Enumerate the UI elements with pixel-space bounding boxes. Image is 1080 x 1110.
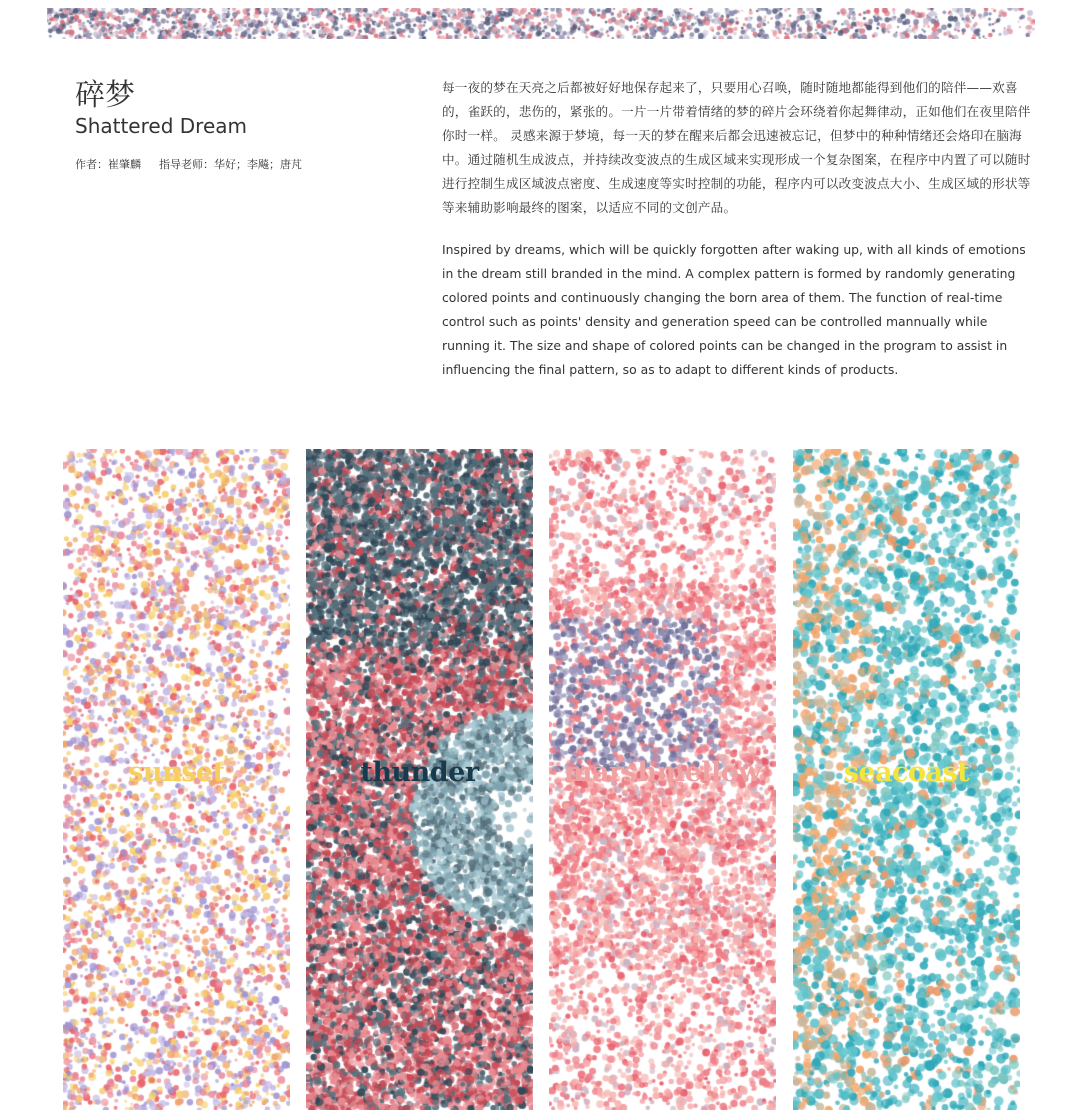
- pattern-panel-marshmellow: [549, 449, 776, 1110]
- panel-label-sunset: sunset: [128, 757, 225, 788]
- dot-texture: [47, 8, 1035, 39]
- description-zh: 每一夜的梦在天亮之后都被好好地保存起来了，只要用心召唤，随时随地都能得到他们的陪伴——欢喜的，雀跃的，悲伤的，紧张的。一片一片带着情绪的梦的碎片会环绕着你起舞律动，正如他们在夜里陪伴你时一样。 灵感来源于梦境，每一天的梦在醒来后都会迅速被忘记，但梦中的种种情绪还会烙印在脑海中。通过随机生成波点，并持续改变波点的生成区域来实现形成一个复杂图案，在程序中内置了可以随时进行控制生成区域波点密度、生成速度等实时控制的功能，程序内可以改变波点大小、生成区域的形状等等来辅助影响最终的图案，以适应不同的文创产品。: [442, 80, 1031, 215]
- page-subtitle: Shattered Dream: [75, 114, 247, 138]
- page-title: 碎梦: [75, 78, 135, 113]
- pattern-panel-thunder: [306, 449, 533, 1110]
- panel-label-marshmellow: marshmellow: [563, 757, 762, 788]
- banner-dots: [47, 8, 1035, 39]
- pattern-panel-seacoast: [793, 449, 1020, 1110]
- pattern-panel-sunset: [63, 449, 290, 1110]
- panel-label-seacoast: seacoast: [843, 757, 970, 788]
- panel-label-thunder: thunder: [360, 757, 479, 788]
- description-en: Inspired by dreams, which will be quickly forgotten after waking up, with all kinds of emotions in the dream still branded in the mind. A complex pattern is formed by randomly generating colored points and continuously changing the born area of them. The function of real-time control such as points' density and generation speed can be controlled mannually while running it. The size and shape of colored points can be changed in the program to assist in influencing the final pattern, so as to adapt to different kinds of products.: [442, 242, 1026, 377]
- advisors-text: 指导老师：华好；李飚；唐芃: [159, 158, 302, 171]
- credits: [75, 156, 302, 172]
- author-text: 作者：崔肇麟: [75, 158, 141, 171]
